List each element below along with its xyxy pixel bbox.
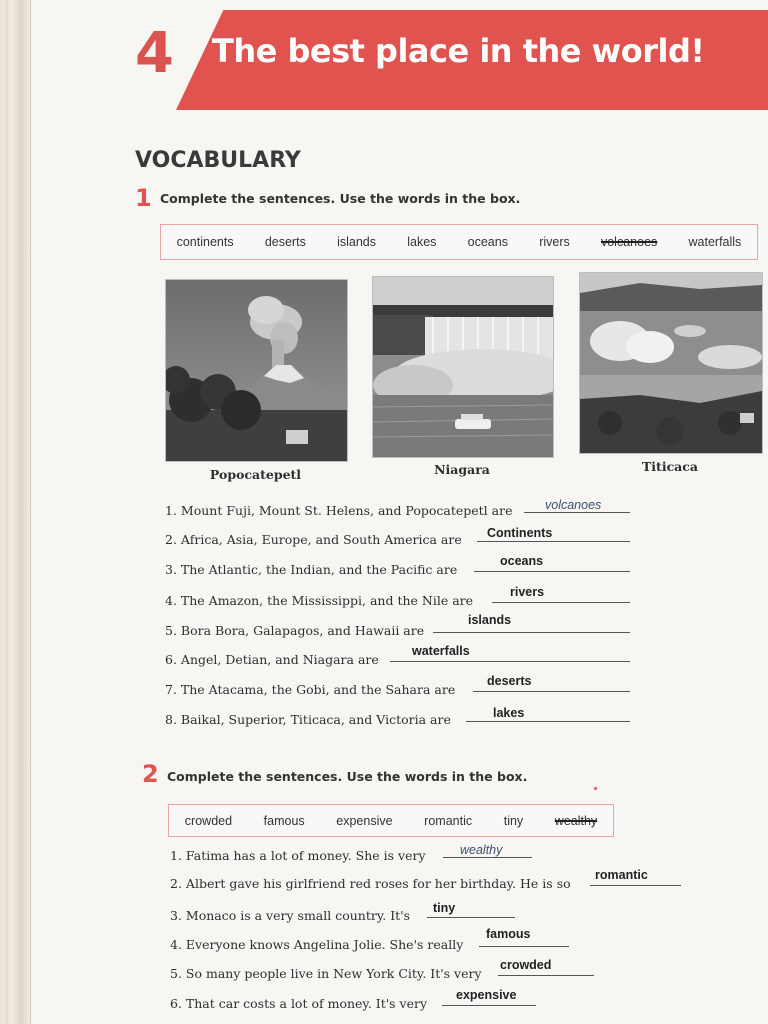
- answer-blank[interactable]: [433, 632, 630, 633]
- answer-text: waterfalls: [412, 644, 470, 658]
- word-box-item: continents: [176, 235, 234, 249]
- word-box-item: islands: [337, 235, 376, 249]
- answer-blank[interactable]: [427, 917, 515, 918]
- answer-blank[interactable]: [590, 885, 681, 886]
- word-box-item: crowded: [184, 813, 233, 828]
- word-box-item: rivers: [539, 235, 570, 249]
- volcano-photo: [165, 279, 348, 462]
- answer-text: oceans: [500, 554, 544, 568]
- question-row: 2. Albert gave his girlfriend red roses for her birthday. He is so: [170, 876, 571, 891]
- question-row: 3. The Atlantic, the Indian, and the Pacific are: [165, 562, 458, 577]
- answer-blank[interactable]: [524, 512, 630, 513]
- unit-number: 4: [135, 21, 174, 86]
- answer-blank[interactable]: [498, 975, 594, 976]
- stacked-page-edge: [0, 0, 31, 1024]
- answer-blank[interactable]: [442, 1005, 536, 1006]
- question-row: 4. Everyone knows Angelina Jolie. She's really: [170, 937, 464, 952]
- answer-blank[interactable]: [492, 602, 630, 603]
- question-row: 3. Monaco is a very small country. It's: [170, 908, 411, 923]
- section-heading: VOCABULARY: [135, 148, 301, 173]
- word-box-item: tiny: [503, 813, 524, 828]
- answer-text: tiny: [433, 901, 456, 915]
- word-box-item: romantic: [424, 813, 473, 828]
- answer-text: rivers: [510, 585, 545, 599]
- question-row: 6. Angel, Detian, and Niagara are: [165, 652, 379, 667]
- answer-blank[interactable]: [443, 857, 532, 858]
- exercise-1-number: 1: [135, 184, 152, 212]
- word-box-item: famous: [263, 813, 305, 828]
- word-box-item-struck: wealthy: [554, 813, 598, 828]
- answer-blank[interactable]: [477, 541, 630, 542]
- exercise-2-instruction: Complete the sentences. Use the words in the box.: [167, 769, 528, 784]
- exercise-2-word-box: [168, 804, 614, 837]
- answer-blank[interactable]: [390, 661, 630, 662]
- answer-text: lakes: [493, 706, 525, 720]
- photo-caption: Titicaca: [642, 459, 698, 474]
- question-row: 6. That car costs a lot of money. It's very: [170, 996, 428, 1011]
- question-row: 7. The Atacama, the Gobi, and the Sahara are: [165, 682, 456, 697]
- question-row: 1. Mount Fuji, Mount St. Helens, and Popocatepetl are: [165, 503, 513, 518]
- ink-dot: [594, 787, 597, 790]
- answer-blank[interactable]: [473, 691, 630, 692]
- exercise-1-word-box: [160, 224, 758, 260]
- word-box-item: deserts: [264, 235, 306, 249]
- answer-text: crowded: [500, 958, 552, 972]
- exercise-1-instruction: Complete the sentences. Use the words in the box.: [160, 191, 521, 206]
- answer-text: volcanoes: [545, 498, 602, 512]
- answer-blank[interactable]: [466, 721, 630, 722]
- answer-text: romantic: [595, 868, 648, 882]
- question-row: 2. Africa, Asia, Europe, and South America are: [165, 532, 462, 547]
- question-row: 5. So many people live in New York City. It's very: [170, 966, 482, 981]
- word-box-item: oceans: [467, 235, 508, 249]
- unit-title: The best place in the world!: [212, 32, 705, 70]
- question-row: 4. The Amazon, the Mississippi, and the Nile are: [165, 593, 474, 608]
- word-box-item: lakes: [407, 235, 437, 249]
- lake-photo: [579, 272, 763, 454]
- answer-text: Continents: [487, 526, 553, 540]
- answer-text: islands: [468, 613, 512, 627]
- question-row: 1. Fatima has a lot of money. She is very: [170, 848, 426, 863]
- photo-caption: Popocatepetl: [209, 467, 302, 482]
- question-row: 5. Bora Bora, Galapagos, and Hawaii are: [165, 623, 425, 638]
- exercise-2-number: 2: [142, 760, 159, 788]
- question-row: 8. Baikal, Superior, Titicaca, and Victoria are: [165, 712, 451, 727]
- word-box-item: waterfalls: [688, 235, 742, 249]
- answer-blank[interactable]: [474, 571, 630, 572]
- answer-text: famous: [486, 927, 531, 941]
- photo-caption: Niagara: [434, 462, 490, 477]
- answer-text: deserts: [487, 674, 532, 688]
- word-box-item: expensive: [336, 813, 393, 828]
- answer-text: expensive: [456, 988, 517, 1002]
- word-box-item-struck: volcanoes: [600, 235, 658, 249]
- answer-text: wealthy: [460, 843, 503, 857]
- waterfall-photo: [372, 276, 554, 458]
- answer-blank[interactable]: [479, 946, 569, 947]
